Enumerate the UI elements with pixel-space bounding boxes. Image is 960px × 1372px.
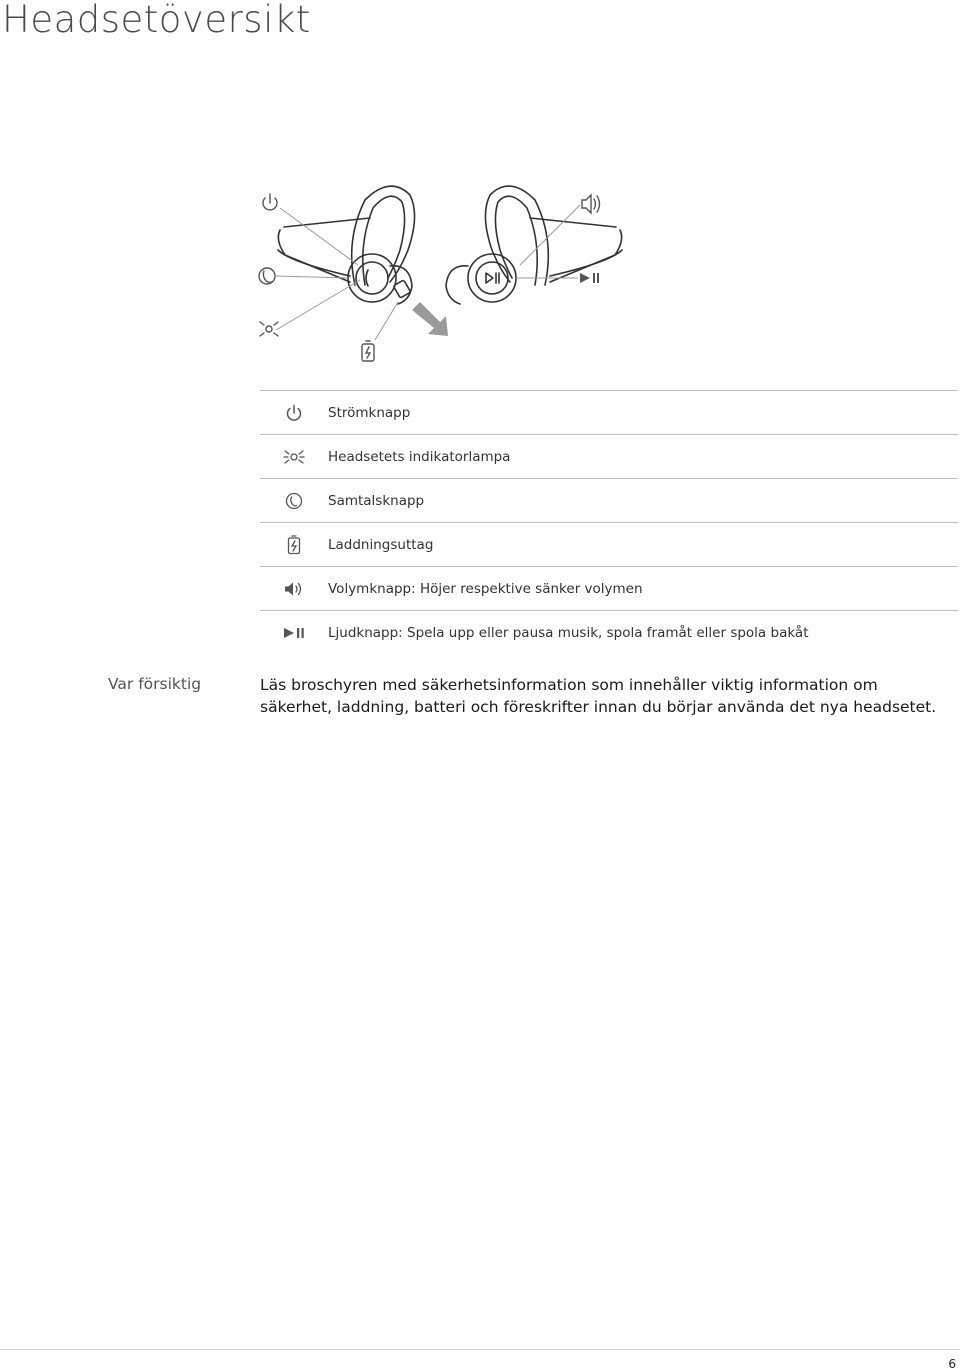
power-icon	[260, 404, 328, 422]
headset-illustration	[240, 170, 660, 375]
indicator-light-icon	[260, 448, 328, 466]
legend-row	[260, 566, 958, 610]
legend-row	[260, 434, 958, 478]
phone-icon	[260, 492, 328, 510]
play-pause-icon	[260, 626, 328, 640]
footer-divider	[0, 1349, 960, 1350]
legend-label: Laddningsuttag	[328, 536, 434, 553]
legend-label: Headsetets indikatorlampa	[328, 448, 511, 465]
legend-label: Ljudknapp: Spela upp eller pausa musik, spola framåt eller spola bakåt	[328, 624, 809, 641]
legend-row	[260, 610, 958, 654]
charging-port-icon	[260, 535, 328, 555]
page-number: 6	[948, 1357, 956, 1371]
legend-label: Volymknapp: Höjer respektive sänker volymen	[328, 580, 643, 597]
legend-row	[260, 390, 958, 434]
legend-row	[260, 522, 958, 566]
icon-legend-table	[260, 390, 958, 654]
page-title: Headsetöversikt	[2, 0, 311, 41]
legend-label: Strömknapp	[328, 404, 411, 421]
volume-icon	[260, 580, 328, 598]
caution-label: Var försiktig	[108, 675, 202, 693]
legend-row	[260, 478, 958, 522]
legend-label: Samtalsknapp	[328, 492, 425, 509]
caution-text: Läs broschyren med säkerhetsinformation som innehåller viktig information om säkerhet, laddning, batteri och föreskrifter innan du börjar använda det nya headsetet.	[260, 676, 937, 716]
